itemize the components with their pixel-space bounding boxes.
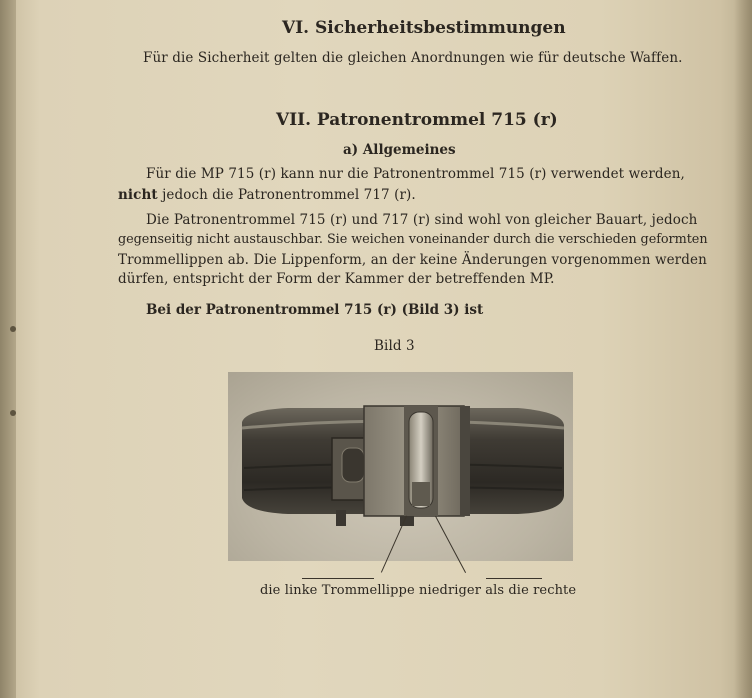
binding-stitch (10, 326, 16, 332)
figure-label: Bild 3 (374, 338, 415, 354)
para2-line3: Trommellippen ab. Die Lippenform, an der keine Änderungen vorgenommen werden (118, 252, 707, 268)
para1-line1: Für die MP 715 (r) kann nur die Patronentrommel 715 (r) verwendet werden, (146, 166, 685, 182)
drum-magazine-illustration (228, 372, 573, 561)
para1-line2 (118, 187, 416, 203)
figure-lead-in: Bei der Patronentrommel 715 (r) (Bild 3) ist (146, 302, 484, 318)
section-7-heading: VII. Patronentrommel 715 (r) (276, 110, 558, 130)
caption-rule-right (486, 578, 542, 579)
para2-line2: gegenseitig nicht austauschbar. Sie weichen voneinander durch die verschieden geformten (118, 232, 708, 247)
drum-magazine-photo (228, 372, 573, 561)
caption-rule-left (302, 578, 374, 579)
section-6-text: Für die Sicherheit gelten die gleichen Anordnungen wie für deutsche Waffen. (143, 50, 683, 66)
para1-emphasis: nicht (118, 187, 158, 203)
para1-line2-rest: jedoch die Patronentrommel 717 (r). (157, 187, 416, 203)
para2-line4: dürfen, entspricht der Form der Kammer der betreffenden MP. (118, 271, 555, 287)
page-edge-shadow (734, 0, 752, 698)
figure-caption: die linke Trommellippe niedriger als die rechte (260, 583, 577, 598)
section-6-heading: VI. Sicherheitsbestimmungen (282, 18, 566, 38)
binding-stitch (10, 410, 16, 416)
book-gutter (0, 0, 16, 698)
para2-line1: Die Patronentrommel 715 (r) und 717 (r) sind wohl von gleicher Bauart, jedoch (146, 212, 698, 228)
subsection-heading: a) Allgemeines (343, 142, 456, 158)
